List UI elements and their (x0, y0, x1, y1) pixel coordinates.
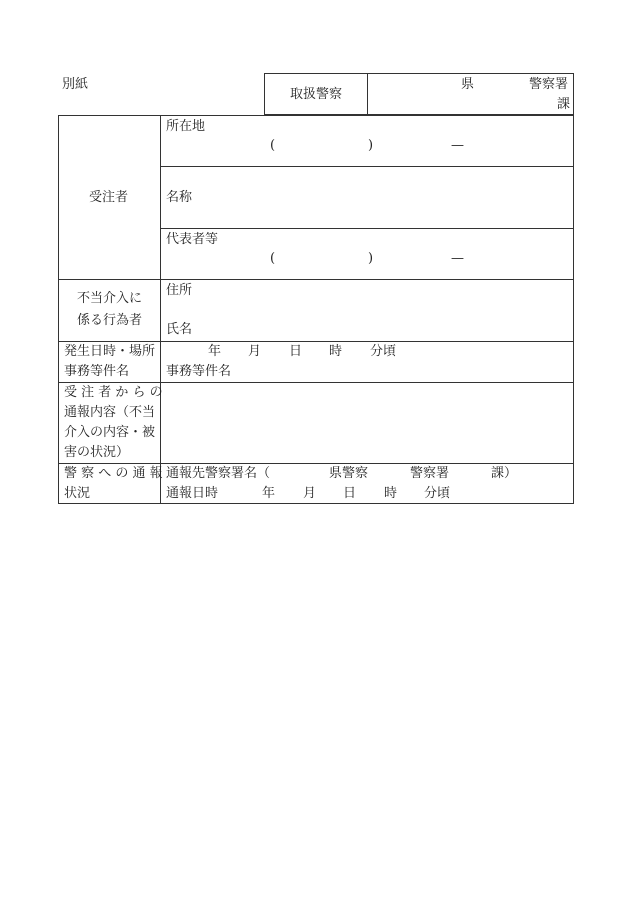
jusho-label: 住所 (166, 283, 193, 298)
row-line-futo (58, 279, 574, 280)
daihyo-dash: — (451, 251, 464, 266)
hassei-hi: 日 (289, 344, 303, 359)
tsuho-ji: 時 (384, 486, 398, 501)
meisho-label: 名称 (166, 190, 193, 205)
hassei-fungoro: 分頃 (370, 344, 397, 359)
keisatsu-label-line1: 警 察 へ の 通 報 (64, 466, 163, 481)
tsuho-nichiji-label: 通報日時 (166, 486, 219, 501)
tsuho-saki-label: 通報先警察署名（ (166, 466, 271, 481)
shozaichi-dash: — (451, 138, 464, 153)
hassei-nen: 年 (208, 344, 222, 359)
hassei-tsuki: 月 (248, 344, 262, 359)
tsuho-naiyo-line4: 害の状況） (64, 445, 130, 460)
row-line-daihyo (160, 228, 574, 229)
row-line-meisho (160, 166, 574, 167)
tsuho-saki-ken: 県警察 (329, 466, 369, 481)
jimu-label: 事務等件名 (166, 364, 232, 379)
shimei-label: 氏名 (166, 322, 193, 337)
tsuho-tsuki: 月 (303, 486, 317, 501)
hassei-label-line2: 事務等件名 (64, 364, 130, 379)
tsuho-naiyo-line2: 通報内容（不当 (64, 405, 156, 420)
tsuho-fungoro: 分頃 (424, 486, 451, 501)
shozaichi-label: 所在地 (166, 119, 206, 134)
row-line-keisatsu (58, 463, 574, 464)
main-table (58, 115, 574, 504)
futo-label-line1: 不当介入に (77, 291, 143, 306)
ka-label: 課 (557, 97, 571, 112)
hassei-label-line1: 発生日時・場所 (64, 344, 156, 359)
column-divider (160, 115, 161, 504)
row-line-hassei (58, 341, 574, 342)
tsuho-naiyo-line1: 受 注 者 か ら の (64, 385, 163, 400)
futo-label-line2: 係る行為者 (77, 313, 143, 328)
keisatsusho-label: 警察署 (529, 77, 569, 92)
daihyosha-label: 代表者等 (166, 232, 219, 247)
tsuho-naiyo-line3: 介入の内容・被 (64, 425, 156, 440)
bessi-label: 別紙 (62, 77, 89, 92)
toriatsukai-label: 取扱警察 (290, 87, 343, 102)
tsuho-saki-ka: 課） (491, 466, 518, 481)
daihyo-paren-close: ) (368, 251, 374, 266)
tsuho-hi: 日 (343, 486, 357, 501)
tsuho-nen: 年 (262, 486, 276, 501)
tsuho-saki-sho: 警察署 (410, 466, 450, 481)
shozaichi-paren-close: ) (368, 138, 374, 153)
row-line-tsuho (58, 382, 574, 383)
hassei-ji: 時 (329, 344, 343, 359)
keisatsu-label-line2: 状況 (64, 486, 91, 501)
shozaichi-paren-open: ( (270, 138, 276, 153)
ken-label: 県 (461, 77, 475, 92)
daihyo-paren-open: ( (270, 251, 276, 266)
jutyusha-label: 受注者 (89, 190, 129, 205)
